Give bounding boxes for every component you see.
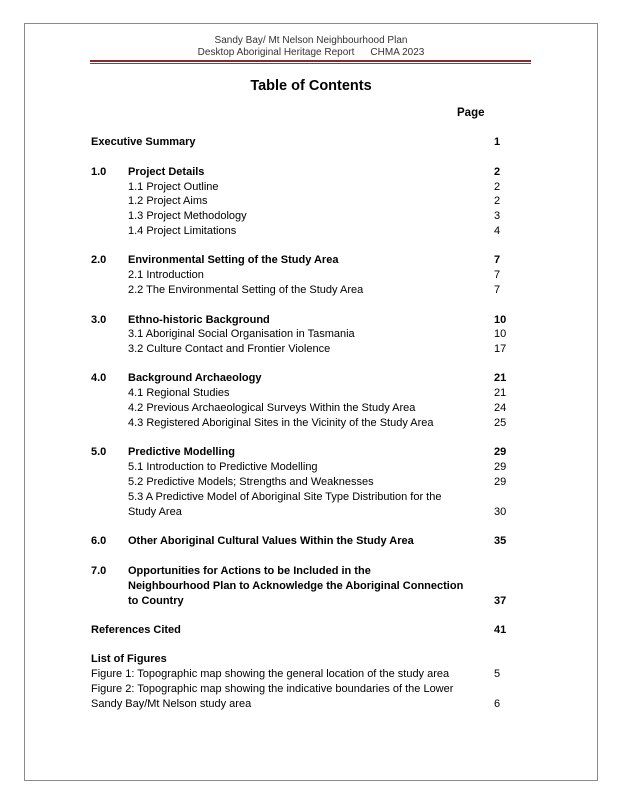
- header-report-line: [0, 47, 622, 58]
- header-author: CHMA 2023: [370, 47, 425, 58]
- toc-entry-page: 1: [494, 136, 501, 148]
- section-page: 35: [494, 535, 507, 547]
- header-project-title: Sandy Bay/ Mt Nelson Neighbourhood Plan: [214, 35, 408, 46]
- figure-label-line2: Sandy Bay/Mt Nelson study area: [91, 698, 252, 710]
- section-number: 1.0: [91, 166, 107, 178]
- subentry-page: 3: [494, 210, 501, 222]
- subentry-label: 3.2 Culture Contact and Frontier Violence: [128, 343, 331, 355]
- figure-label: Figure 1: Topographic map showing the general location of the study area: [91, 668, 450, 680]
- section-page: 21: [494, 372, 507, 384]
- header-report-title: Desktop Aboriginal Heritage Report: [197, 47, 355, 58]
- subentry-label-line2: Study Area: [128, 506, 182, 518]
- page-column-label: Page: [457, 107, 485, 119]
- subentry-page: 29: [494, 461, 507, 473]
- subentry-label: 1.4 Project Limitations: [128, 225, 237, 237]
- section-title-line2: Neighbourhood Plan to Acknowledge the Aboriginal Connection: [128, 580, 464, 592]
- section-title: Predictive Modelling: [128, 446, 235, 458]
- subentry-page: 24: [494, 402, 507, 414]
- subentry-label: 4.2 Previous Archaeological Surveys Within the Study Area: [128, 402, 416, 414]
- section-page: 2: [494, 166, 501, 178]
- subentry-page: 17: [494, 343, 507, 355]
- toc-entry-label: References Cited: [91, 624, 181, 636]
- subentry-page: 7: [494, 284, 501, 296]
- section-title-line1: Opportunities for Actions to be Included in the: [128, 565, 371, 577]
- subentry-page: 30: [494, 506, 507, 518]
- subentry-label: 4.1 Regional Studies: [128, 387, 230, 399]
- subentry-page: 2: [494, 195, 501, 207]
- section-number: 3.0: [91, 314, 107, 326]
- subentry-label: 1.1 Project Outline: [128, 181, 219, 193]
- figure-page: 5: [494, 668, 501, 680]
- section-page: 37: [494, 595, 507, 607]
- section-title: Ethno-historic Background: [128, 314, 270, 326]
- section-title-line3: to Country: [128, 595, 184, 607]
- section-title: Background Archaeology: [128, 372, 262, 384]
- figure-label-line1: Figure 2: Topographic map showing the indicative boundaries of the Lower: [91, 683, 454, 695]
- subentry-page: 4: [494, 225, 501, 237]
- section-number: 5.0: [91, 446, 107, 458]
- figure-page: 6: [494, 698, 501, 710]
- subentry-label: 1.2 Project Aims: [128, 195, 208, 207]
- section-page: 10: [494, 314, 507, 326]
- subentry-page: 29: [494, 476, 507, 488]
- subentry-label: 5.1 Introduction to Predictive Modelling: [128, 461, 318, 473]
- section-number: 2.0: [91, 254, 107, 266]
- subentry-page: 25: [494, 417, 507, 429]
- section-page: 7: [494, 254, 501, 266]
- section-number: 4.0: [91, 372, 107, 384]
- subentry-label: 4.3 Registered Aboriginal Sites in the Vicinity of the Study Area: [128, 417, 434, 429]
- section-title: Environmental Setting of the Study Area: [128, 254, 339, 266]
- section-page: 29: [494, 446, 507, 458]
- subentry-label-line1: 5.3 A Predictive Model of Aboriginal Site Type Distribution for the: [128, 491, 442, 503]
- subentry-page: 2: [494, 181, 501, 193]
- subentry-page: 21: [494, 387, 507, 399]
- subentry-label: 3.1 Aboriginal Social Organisation in Tasmania: [128, 328, 355, 340]
- toc-title: Table of Contents: [250, 78, 372, 94]
- section-title: Other Aboriginal Cultural Values Within the Study Area: [128, 535, 414, 547]
- subentry-page: 7: [494, 269, 501, 281]
- section-number: 7.0: [91, 565, 107, 577]
- figures-heading: List of Figures: [91, 653, 167, 665]
- header-rule-red: [90, 60, 531, 62]
- toc-entry-label: Executive Summary: [91, 136, 196, 148]
- toc-entry-page: 41: [494, 624, 507, 636]
- subentry-label: 5.2 Predictive Models; Strengths and Weaknesses: [128, 476, 374, 488]
- header-rule-grey: [90, 63, 531, 64]
- subentry-page: 10: [494, 328, 507, 340]
- subentry-label: 1.3 Project Methodology: [128, 210, 247, 222]
- subentry-label: 2.2 The Environmental Setting of the Study Area: [128, 284, 364, 296]
- section-title: Project Details: [128, 166, 205, 178]
- subentry-label: 2.1 Introduction: [128, 269, 204, 281]
- section-number: 6.0: [91, 535, 107, 547]
